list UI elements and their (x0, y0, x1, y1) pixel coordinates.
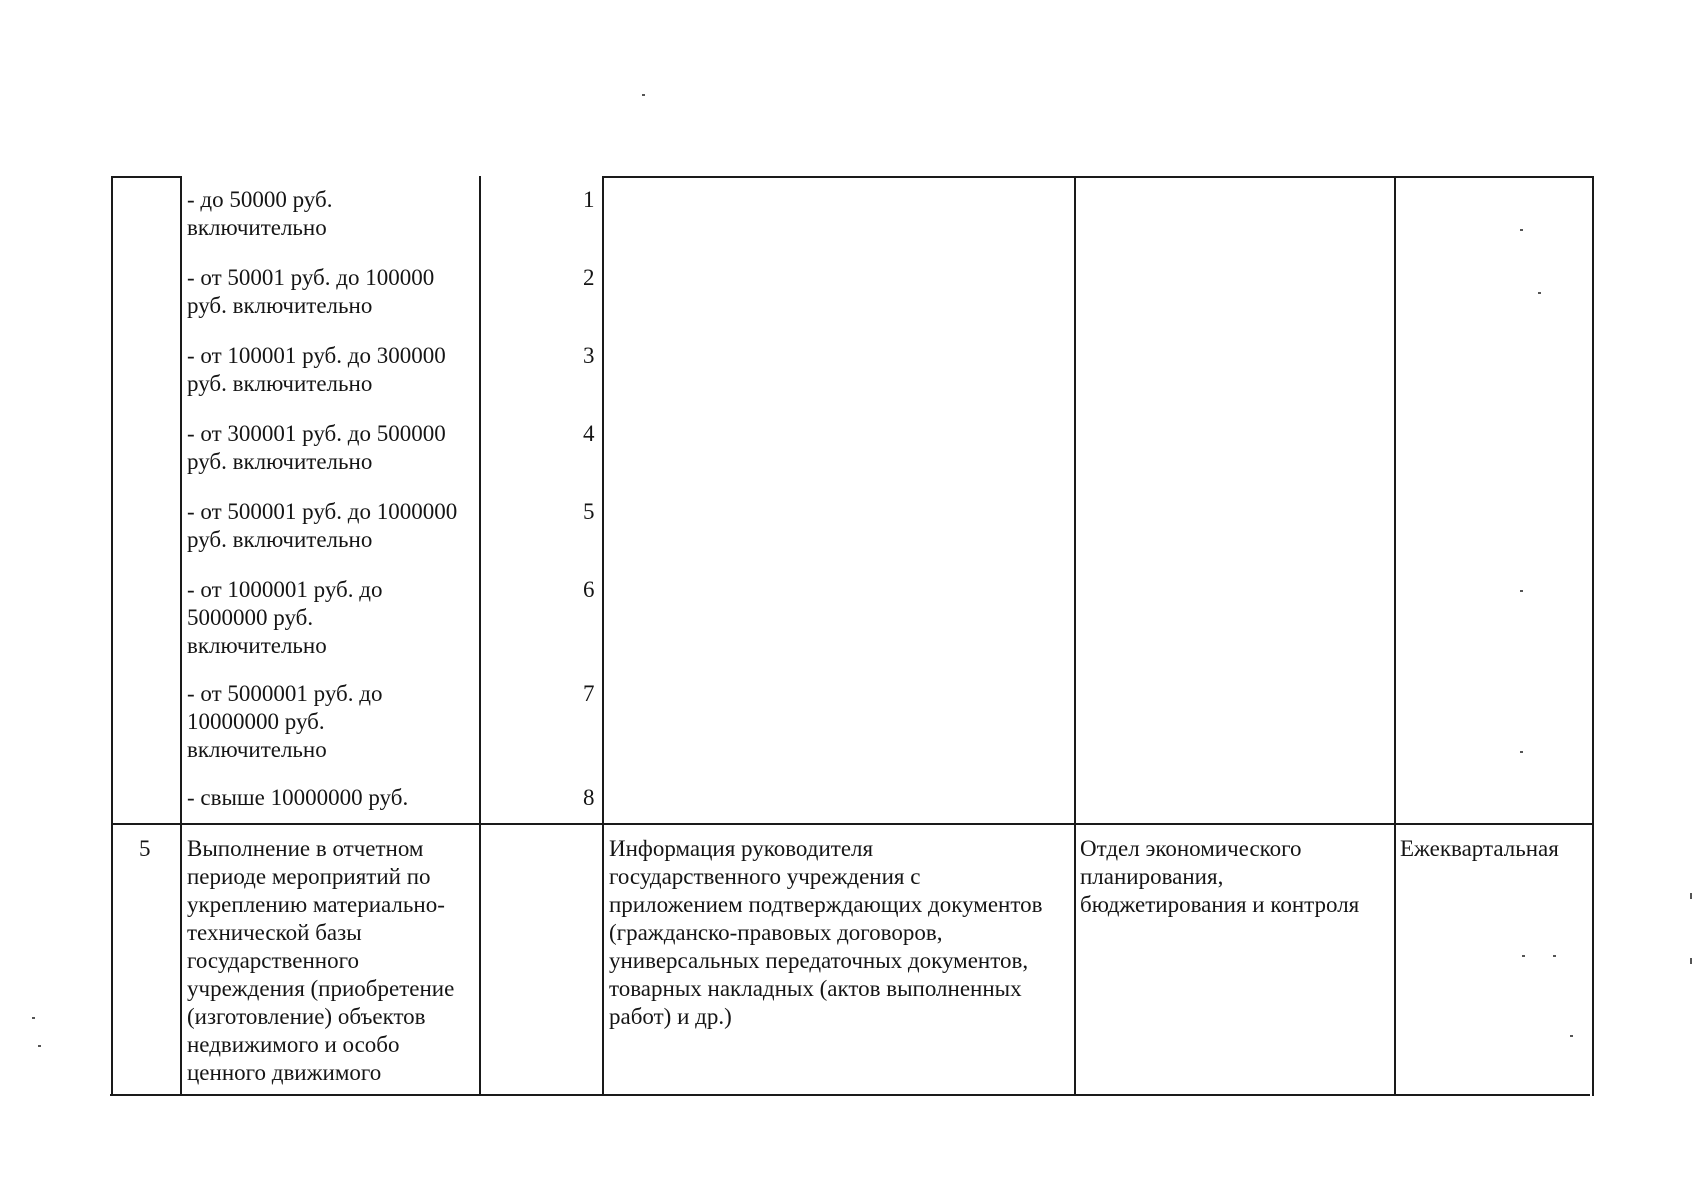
range-code-6: 6 (583, 577, 595, 602)
range-label-4: - от 300001 руб. до 500000 руб. включительно (187, 421, 446, 474)
range-label-3: - от 100001 руб. до 300000 руб. включительно (187, 343, 446, 396)
scan-speck (1520, 590, 1523, 592)
range-code-3: 3 (583, 343, 595, 368)
range-code-1: 1 (583, 187, 595, 212)
col-divider-3 (479, 176, 481, 1096)
range-code-4: 4 (583, 421, 595, 446)
col-divider-4 (602, 176, 604, 1096)
table-top-border-right (602, 176, 1594, 178)
item-5-indicator: Выполнение в отчетном периоде мероприятий по укреплению материально- технической базы государственного учреждения (приобретение (изготовление) объектов недвижимого и особо ценного движимого (187, 836, 455, 1085)
scan-speck (1690, 958, 1692, 964)
col-divider-1 (111, 176, 113, 1096)
scan-speck (1520, 229, 1523, 231)
table-bottom-border (110, 1094, 1590, 1096)
scan-speck (38, 1045, 41, 1047)
range-code-8: 8 (583, 785, 595, 810)
scan-speck (32, 1017, 35, 1019)
range-label-2: - от 50001 руб. до 100000 руб. включительно (187, 265, 435, 318)
scan-speck (1522, 955, 1525, 957)
range-code-2: 2 (583, 265, 595, 290)
range-label-5: - от 500001 руб. до 1000000 руб. включительно (187, 499, 458, 552)
scan-speck (1570, 1035, 1573, 1037)
item-5-number: 5 (139, 836, 151, 861)
scan-speck (1538, 292, 1541, 294)
col-divider-7 (1592, 176, 1594, 1096)
range-label-6: - от 1000001 руб. до 5000000 руб. включительно (187, 577, 383, 658)
scan-speck (642, 94, 645, 96)
table-top-border-left (112, 176, 182, 178)
col-divider-5 (1074, 176, 1076, 1096)
item-5-responsible: Отдел экономического планирования, бюджетирования и контроля (1080, 836, 1360, 917)
item-5-frequency: Ежеквартальная (1400, 836, 1559, 861)
range-label-7: - от 5000001 руб. до 10000000 руб. включительно (187, 681, 383, 762)
range-code-7: 7 (583, 681, 595, 706)
scan-speck (1690, 893, 1692, 899)
range-code-5: 5 (583, 499, 595, 524)
range-label-8: - свыше 10000000 руб. (187, 785, 409, 810)
scan-speck (1520, 751, 1523, 753)
scan-speck (1553, 955, 1556, 957)
item-5-source: Информация руководителя государственного учреждения с приложением подтверждающих документов (гражданско-правовых договоров, универсальных передаточных документов, товарных накладных (актов выполненных работ) и др.) (609, 836, 1043, 1029)
col-divider-6 (1394, 176, 1396, 1096)
range-label-1: - до 50000 руб. включительно (187, 187, 333, 240)
row-divider (112, 823, 1594, 825)
col-divider-2 (180, 176, 182, 1096)
